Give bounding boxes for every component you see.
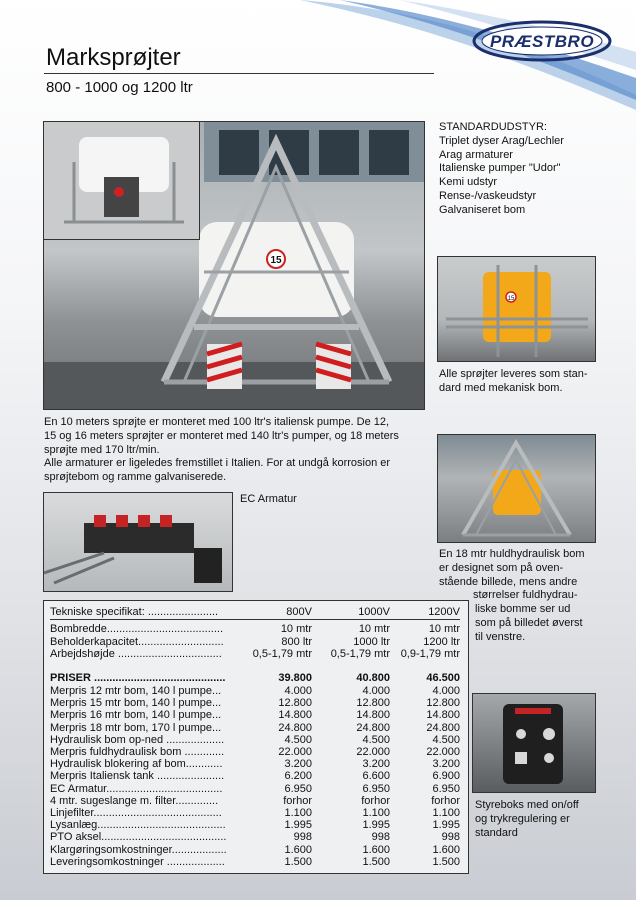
row-value: 22.000 bbox=[356, 746, 390, 758]
row-value: forhor bbox=[431, 794, 460, 807]
row-value: 3.200 bbox=[284, 758, 312, 771]
row-value: 3.200 bbox=[362, 758, 390, 771]
table-row bbox=[50, 697, 460, 709]
table-row bbox=[50, 636, 460, 648]
row-label: Merpris 15 mtr bom, 140 l pumpe... bbox=[50, 697, 222, 710]
table-row bbox=[50, 722, 460, 734]
table-row bbox=[50, 856, 460, 868]
row-value: 6.200 bbox=[284, 770, 312, 783]
standard-item: Arag armaturer bbox=[439, 148, 513, 161]
row-value: 1.500 bbox=[284, 855, 312, 868]
column-header-800v: 800V bbox=[286, 606, 312, 618]
row-label: Hydraulisk bom op-ned ................... bbox=[50, 733, 225, 746]
row-value: 1.100 bbox=[432, 807, 460, 819]
specs-price-table bbox=[43, 600, 469, 874]
standard-item: Rense-/vaskeudstyr bbox=[439, 189, 537, 202]
standard-item: Italienske pumper "Udor" bbox=[439, 162, 561, 175]
table-row bbox=[50, 685, 460, 697]
row-value: 46.500 bbox=[426, 672, 460, 684]
row-value: 6.950 bbox=[432, 782, 460, 795]
row-value: 4.500 bbox=[432, 733, 460, 746]
column-header-1000v: 1000V bbox=[358, 606, 390, 618]
row-value: 12.800 bbox=[426, 697, 460, 710]
caption-line: størrelser fuldhydrau- bbox=[473, 589, 578, 602]
table-row bbox=[50, 807, 460, 819]
row-value: 14.800 bbox=[278, 709, 312, 722]
caption-line: som på billedet øverst bbox=[475, 616, 583, 629]
row-label: Linjefilter.......................................... bbox=[50, 807, 222, 819]
standard-item: Triplet dyser Arag/Lechler bbox=[439, 134, 564, 147]
mechanical-boom-photo bbox=[437, 256, 596, 362]
row-value: 10 mtr bbox=[428, 623, 460, 635]
praestbro-logo bbox=[472, 20, 612, 62]
caption-line: er designet som på oven- bbox=[439, 561, 564, 574]
row-value: 14.800 bbox=[426, 709, 460, 722]
caption-line: til venstre. bbox=[475, 630, 526, 643]
row-value: 6.900 bbox=[432, 770, 460, 783]
table-divider bbox=[50, 619, 460, 620]
row-value: 800 ltr bbox=[281, 635, 312, 648]
table-row bbox=[50, 783, 460, 795]
caption-line: dard med mekanisk bom. bbox=[439, 381, 563, 394]
row-value: 1.995 bbox=[362, 819, 390, 832]
row-value: 22.000 bbox=[278, 746, 312, 758]
control-box-caption bbox=[475, 799, 579, 840]
main-description bbox=[44, 416, 424, 485]
row-value: 12.800 bbox=[278, 697, 312, 710]
standard-item: Galvaniseret bom bbox=[439, 203, 526, 216]
row-value: 10 mtr bbox=[358, 623, 390, 635]
row-label: 4 mtr. sugeslange m. filter.............. bbox=[50, 794, 219, 807]
table-row bbox=[50, 746, 460, 758]
mechanical-boom-caption bbox=[439, 368, 588, 396]
row-label: Bombredde...................................... bbox=[50, 623, 224, 635]
row-value: forhor bbox=[283, 794, 312, 807]
row-value: 14.800 bbox=[356, 709, 390, 722]
table-row bbox=[50, 672, 460, 684]
row-value: 1200 ltr bbox=[423, 635, 460, 648]
row-value: 1.600 bbox=[362, 843, 390, 856]
column-header-1200v: 1200V bbox=[428, 606, 460, 618]
row-value: 3.200 bbox=[432, 758, 460, 771]
row-label: Merpris fuldhydraulisk bom ............. bbox=[50, 746, 225, 758]
control-box-photo bbox=[472, 693, 596, 793]
caption-line: stående billede, mens andre bbox=[439, 575, 578, 588]
speed-sign-number: 15 bbox=[270, 255, 282, 266]
row-value: 1.995 bbox=[432, 819, 460, 832]
row-value: 0,5-1,79 mtr bbox=[252, 648, 312, 661]
table-row bbox=[50, 844, 460, 856]
row-label: Beholderkapacitet............................ bbox=[50, 635, 224, 648]
row-value: 24.800 bbox=[426, 721, 460, 734]
row-label: Hydraulisk blokering af bom............ bbox=[50, 758, 223, 771]
row-label: Merpris 18 mtr bom, 170 l pumpe... bbox=[50, 721, 222, 734]
row-label: Leveringsomkostninger ................... bbox=[50, 855, 225, 868]
row-value: 998 bbox=[293, 831, 312, 844]
row-value: 1.995 bbox=[284, 819, 312, 832]
logo-text: PRÆSTBRO bbox=[489, 32, 595, 51]
row-label: Merpris 16 mtr bom, 140 l pumpe... bbox=[50, 709, 222, 722]
description-line: Alle armaturer er ligeledes fremstillet i Italien. For at undgå korrosion er bbox=[44, 457, 391, 470]
row-value: 1.100 bbox=[362, 807, 390, 819]
ec-armatur-caption: EC Armatur bbox=[240, 493, 297, 505]
title-divider bbox=[44, 73, 434, 74]
speed-sign-number-small: 15 bbox=[507, 296, 515, 302]
hydraulic-boom-photo bbox=[437, 434, 596, 543]
row-value: 4.000 bbox=[284, 685, 312, 697]
row-value: 4.500 bbox=[284, 733, 312, 746]
table-row bbox=[50, 648, 460, 660]
row-label: Merpris Italiensk tank ...................... bbox=[50, 770, 225, 783]
caption-line: Alle sprøjter leveres som stan- bbox=[439, 368, 588, 380]
row-value: 1.600 bbox=[432, 843, 460, 856]
row-value: 40.800 bbox=[356, 672, 390, 684]
row-label: EC Armatur...................................... bbox=[50, 782, 223, 795]
description-line: sprøjte med 170 ltr/min. bbox=[44, 443, 160, 456]
row-value: 1.500 bbox=[362, 855, 390, 868]
row-value: 1.500 bbox=[432, 855, 460, 868]
description-line: sprøjtebom og ramme galvaniserede. bbox=[44, 471, 227, 484]
row-value: 12.800 bbox=[356, 697, 390, 710]
row-value: 22.000 bbox=[426, 746, 460, 758]
row-label: PRISER ........................................... bbox=[50, 672, 226, 684]
table-row bbox=[50, 734, 460, 746]
row-value: 1000 ltr bbox=[353, 635, 390, 648]
row-value: forhor bbox=[361, 794, 390, 807]
row-value: 10 mtr bbox=[280, 623, 312, 635]
row-value: 0,9-1,79 mtr bbox=[400, 648, 460, 661]
row-value: 24.800 bbox=[278, 721, 312, 734]
specs-header-label: Tekniske specifikat: ....................... bbox=[50, 606, 219, 618]
table-row bbox=[50, 709, 460, 721]
caption-line: og trykregulering er bbox=[475, 812, 570, 825]
hydraulic-boom-caption bbox=[439, 548, 585, 603]
row-label: Merpris 12 mtr bom, 140 l pumpe... bbox=[50, 685, 222, 697]
row-value: 6.950 bbox=[284, 782, 312, 795]
table-row bbox=[50, 831, 460, 843]
standard-equipment-heading: STANDARDUDSTYR: bbox=[439, 121, 547, 133]
row-label: Klargøringsomkostninger.................. bbox=[50, 843, 227, 856]
standard-item: Kemi udstyr bbox=[439, 176, 498, 189]
row-value: 4.500 bbox=[362, 733, 390, 746]
row-value: 4.000 bbox=[432, 685, 460, 697]
hydraulic-boom-caption-cont bbox=[475, 603, 583, 644]
description-line: 15 og 16 meters sprøjter er monteret med 140 ltr's pumper, og 18 meters bbox=[44, 429, 399, 442]
specs-header-row bbox=[50, 606, 460, 618]
row-value: 6.950 bbox=[362, 782, 390, 795]
inset-sprayer-photo bbox=[44, 122, 200, 240]
row-value: 1.100 bbox=[284, 807, 312, 819]
description-line: En 10 meters sprøjte er monteret med 100 ltr's italiensk pumpe. De 12, bbox=[44, 416, 390, 428]
caption-line: Styreboks med on/off bbox=[475, 799, 579, 811]
row-label: Lysanlæg.......................................... bbox=[50, 819, 226, 832]
ec-armatur-photo bbox=[43, 492, 233, 592]
row-value: 1.600 bbox=[284, 843, 312, 856]
row-label: PTO aksel......................................... bbox=[50, 831, 227, 844]
page-subtitle: 800 - 1000 og 1200 ltr bbox=[46, 79, 193, 96]
row-value: 24.800 bbox=[356, 721, 390, 734]
table-row bbox=[50, 795, 460, 807]
row-value: 4.000 bbox=[362, 685, 390, 697]
table-row bbox=[50, 770, 460, 782]
main-sprayer-photo bbox=[43, 121, 425, 410]
caption-line: standard bbox=[475, 826, 518, 839]
table-row bbox=[50, 758, 460, 770]
row-value: 998 bbox=[441, 831, 460, 844]
row-value: 0,5-1,79 mtr bbox=[330, 648, 390, 661]
page-title: Marksprøjter bbox=[46, 44, 181, 71]
row-value: 6.600 bbox=[362, 770, 390, 783]
caption-line: liske bomme ser ud bbox=[475, 603, 571, 615]
table-row bbox=[50, 623, 460, 635]
table-row bbox=[50, 819, 460, 831]
row-value: 39.800 bbox=[278, 672, 312, 684]
caption-line: En 18 mtr huldhydraulisk bom bbox=[439, 548, 585, 560]
standard-equipment-list bbox=[439, 121, 564, 218]
row-value: 998 bbox=[371, 831, 390, 844]
row-label: Arbejdshøjde .................................. bbox=[50, 648, 222, 661]
